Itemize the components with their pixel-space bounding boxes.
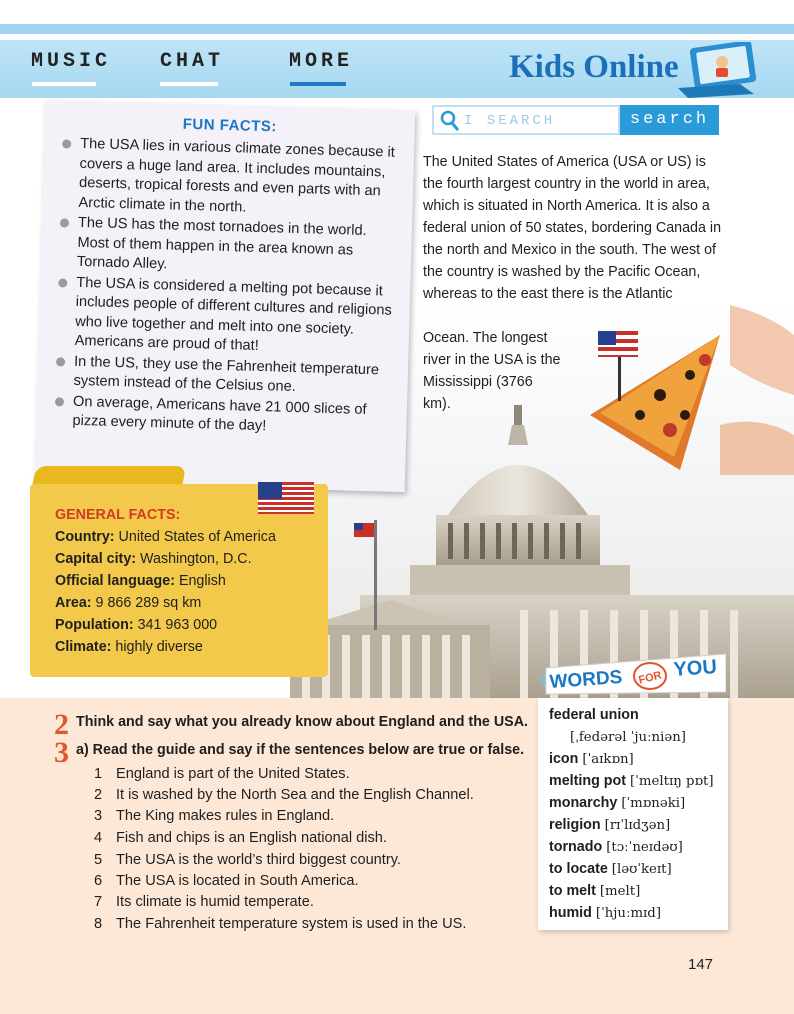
- fact-value: 9 866 289 sq km: [95, 595, 202, 611]
- statement-text: It is washed by the North Sea and the English Channel.: [116, 787, 474, 803]
- search-box: [432, 105, 620, 135]
- statement-text: Fish and chips is an English national dish.: [116, 830, 387, 846]
- fun-fact-item: The USA is considered a melting pot because it includes people of different cultures and religions who live together and melt into one society. Americans are proud of that!: [52, 273, 398, 361]
- vocab-word: religion: [549, 817, 601, 833]
- nav-more[interactable]: MORE: [289, 50, 354, 73]
- fun-fact-item: The USA lies in various climate zones because it covers a huge land area. It includes mountains, deserts, tropical forests and even parts with an Arctic climate in the north.: [56, 134, 402, 222]
- words-for-you-banner: [540, 650, 726, 698]
- banner-for: FOR: [637, 669, 663, 687]
- fun-facts-list: [50, 134, 402, 441]
- vocab-word: to locate: [549, 861, 608, 877]
- vocab-word: humid: [549, 905, 592, 921]
- vocab-transcription: [ləʊˈkeɪt]: [611, 862, 672, 877]
- vocab-transcription: [ˈaɪkɒn]: [582, 752, 634, 767]
- vocab-entry: [549, 751, 634, 767]
- statement-item: [94, 808, 334, 824]
- laptop-icon: [674, 42, 760, 100]
- vocab-entry: [549, 795, 685, 811]
- vocab-word: icon: [549, 751, 579, 767]
- search-icon: [440, 110, 460, 132]
- usa-flag-icon: [258, 482, 314, 514]
- task-number: 2: [54, 708, 69, 741]
- vocab-entry: [549, 883, 640, 899]
- statement-number: 3: [94, 808, 103, 824]
- statement-number: 7: [94, 894, 103, 910]
- top-stripe: [0, 24, 794, 34]
- nav-chat[interactable]: CHAT: [160, 50, 225, 73]
- vocab-word: to melt: [549, 883, 596, 899]
- statement-text: The King makes rules in England.: [116, 808, 335, 824]
- vocab-word: federal union: [549, 707, 639, 723]
- vocab-entry: [549, 817, 670, 833]
- intro-text: The United States of America (USA or US) is the fourth largest country in the world in area, which is situated in North America. It is also a federal union of 50 states, bordering Canada in the north and Mexico in the south. The west of the country is washed by the Pacific Ocean, whereas to the east there is the Atlantic: [423, 154, 722, 302]
- statement-number: 4: [94, 830, 103, 846]
- vocab-entry: [549, 707, 639, 723]
- fun-facts-card: [35, 100, 416, 492]
- vocab-transcription: [ˈhjuːmɪd]: [595, 906, 662, 921]
- vocab-transcription: [ˈmɒnəki]: [621, 796, 686, 811]
- brand-title: Kids Online: [509, 49, 679, 85]
- fact-label: Population:: [55, 617, 134, 633]
- statement-item: [94, 787, 474, 803]
- fun-fact-item: The US has the most tornadoes in the world. Most of them happen in the area known as Tornado Alley.: [55, 213, 400, 281]
- statement-number: 1: [94, 766, 103, 782]
- search-button[interactable]: search: [620, 105, 719, 135]
- fun-facts-title: FUN FACTS:: [182, 115, 278, 136]
- fact-language: [55, 573, 226, 589]
- vocab-entry: [549, 839, 683, 855]
- fact-label: Area:: [55, 595, 92, 611]
- vocab-transcription: [melt]: [599, 884, 641, 899]
- nav-more-active-underline: [290, 82, 346, 86]
- general-facts-title: GENERAL FACTS:: [55, 507, 181, 523]
- vocab-transcription: [ˌfedərəl ˈjuːniən]: [570, 730, 686, 745]
- fact-value: highly diverse: [115, 639, 203, 655]
- statement-text: The Fahrenheit temperature system is used in the US.: [116, 916, 467, 932]
- statement-item: [94, 916, 466, 932]
- statement-item: [94, 852, 401, 868]
- fact-area: [55, 595, 201, 611]
- fact-value: United States of America: [118, 529, 276, 545]
- statement-text: The USA is located in South America.: [116, 873, 359, 889]
- pizza-with-flag-image: [570, 305, 794, 475]
- nav-music-underline: [32, 82, 96, 86]
- statement-text: England is part of the United States.: [116, 766, 350, 782]
- page-number: 147: [688, 956, 714, 973]
- vocab-entry: [549, 861, 672, 877]
- fact-capital: [55, 551, 252, 567]
- fun-fact-item: In the US, they use the Fahrenheit temperature system instead of the Celsius one.: [51, 352, 396, 401]
- task-2-instruction: Think and say what you already know about England and the USA.: [76, 714, 529, 730]
- vocab-word: monarchy: [549, 795, 618, 811]
- fact-label: Capital city:: [55, 551, 137, 567]
- fact-population: [55, 617, 217, 633]
- fact-value: Washington, D.C.: [140, 551, 252, 567]
- statement-text: Its climate is humid temperate.: [116, 894, 314, 910]
- banner-you: YOU: [672, 656, 718, 681]
- statement-number: 6: [94, 873, 103, 889]
- fact-label: Country:: [55, 529, 115, 545]
- statement-item: [94, 873, 359, 889]
- fact-value: 341 963 000: [137, 617, 218, 633]
- fact-country: [55, 529, 276, 545]
- intro-text-continued: Ocean. The longest river in the USA is the Mississippi (3766 km).: [423, 330, 561, 412]
- vocab-entry: [570, 729, 686, 745]
- statement-item: [94, 894, 314, 910]
- fun-fact-item: On average, Americans have 21 000 slices of pizza every minute of the day!: [50, 392, 395, 441]
- search-input[interactable]: [464, 111, 614, 131]
- vocab-transcription: [ˈmeltɪŋ pɒt]: [630, 774, 714, 789]
- statement-number: 2: [94, 787, 103, 803]
- vocab-entry: [549, 905, 661, 921]
- fact-label: Official language:: [55, 573, 175, 589]
- task-3-instruction: a) Read the guide and say if the sentences below are true or false.: [76, 742, 525, 758]
- nav-music[interactable]: MUSIC: [31, 50, 112, 73]
- statement-item: [94, 766, 350, 782]
- vocab-entry: [549, 773, 714, 789]
- statement-number: 8: [94, 916, 103, 932]
- fact-climate: [55, 639, 203, 655]
- vocab-transcription: [tɔːˈneɪdəʊ]: [606, 840, 683, 855]
- statement-item: [94, 830, 387, 846]
- fact-label: Climate:: [55, 639, 112, 655]
- vocab-transcription: [rɪˈlɪdʒən]: [604, 818, 671, 833]
- statement-text: The USA is the world’s third biggest country.: [116, 852, 401, 868]
- vocab-word: melting pot: [549, 773, 627, 789]
- vocab-word: tornado: [549, 839, 603, 855]
- fact-value: English: [178, 573, 226, 589]
- banner-words: WORDS: [548, 666, 623, 693]
- nav-chat-underline: [160, 82, 218, 86]
- statement-number: 5: [94, 852, 103, 868]
- task-number: 3: [54, 736, 69, 769]
